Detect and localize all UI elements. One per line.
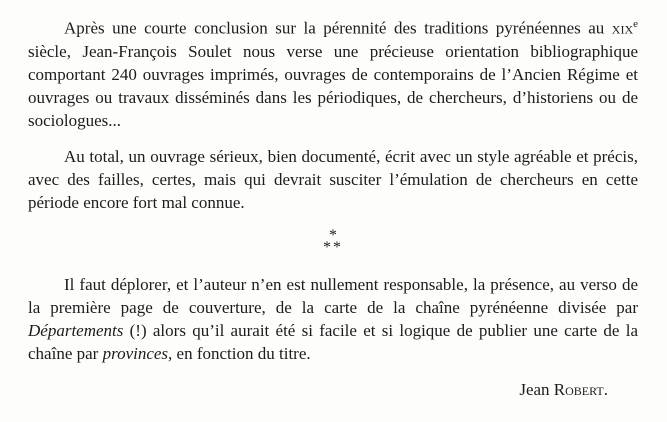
paragraph-remark-text-b: (!) alors qu’il aurait été si facile et si logique de publier une carte de la chaîne par — [28, 320, 638, 363]
paragraph-remark-text-c: en fonction du titre. — [172, 343, 311, 363]
century-numeral: xix — [611, 18, 634, 38]
paragraph-conclusion-text-b: siècle, Jean-François Soulet nous verse une précieuse orientation bibliographique comportant 240 ouvrages imprimés, ouvrages de contemporains de l’Ancien Régime et ouvrages ou travaux disséminés dans les périodiques, de chercheurs, d’historiens ou de sociologues... — [28, 41, 638, 130]
century-superscript: e — [633, 18, 638, 30]
paragraph-conclusion — [28, 13, 638, 132]
paragraph-conclusion-text-a: Après une courte conclusion sur la pérennité des traditions pyrénéennes au — [64, 18, 612, 38]
asterism-top: * — [329, 226, 337, 244]
document-page — [28, 13, 638, 401]
emphasis-provinces: provinces, — [102, 343, 173, 363]
signature-first-name: Jean — [519, 379, 550, 399]
author-signature — [28, 378, 638, 401]
paragraph-remark — [28, 273, 638, 365]
signature-last-name: Robert. — [553, 379, 608, 399]
emphasis-departements: Départements — [28, 320, 124, 340]
paragraph-remark-text-a: Il faut déplorer, et l’auteur n’en est nullement responsable, la présence, au verso de la première page de couverture, de la carte de la chaîne pyrénéenne divisée par — [28, 274, 638, 317]
asterism-bottom: ** — [323, 238, 343, 256]
paragraph-summary: Au total, un ouvrage sérieux, bien documenté, écrit avec un style agréable et précis, avec des failles, certes, mais qui devrait susciter l’émulation de chercheurs en cette période encore fort mal connue. — [28, 146, 638, 212]
asterism-separator — [28, 226, 638, 257]
